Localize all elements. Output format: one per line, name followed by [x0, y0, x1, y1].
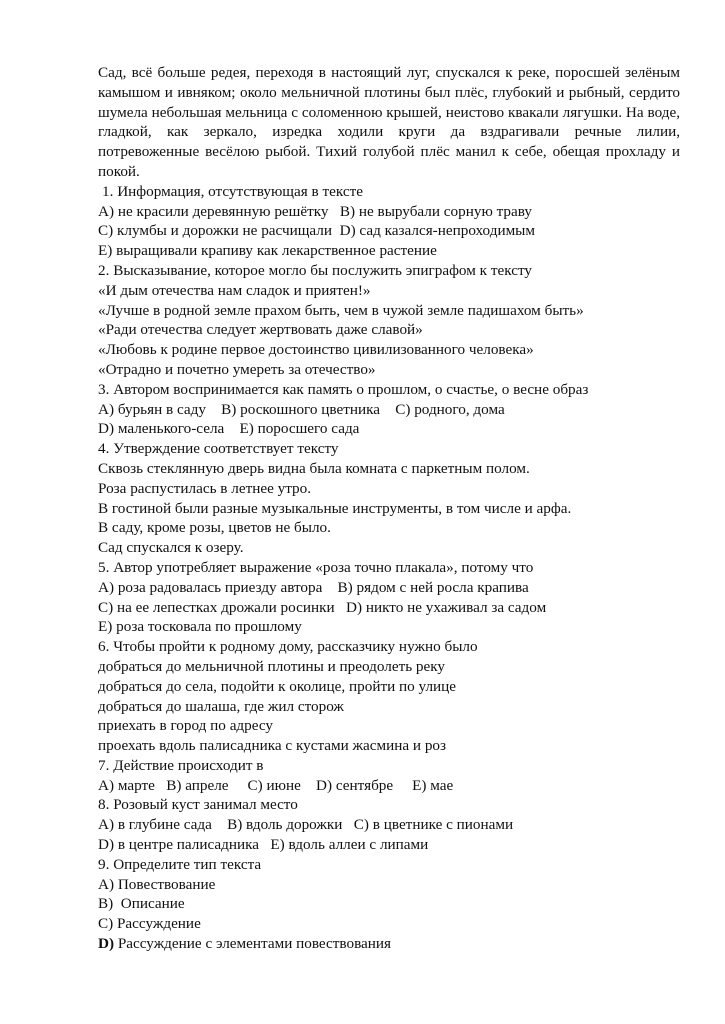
intro-paragraph: Сад, всё больше редея, переходя в настоящий луг, спускался к реке, поросшей зелёным камышом и ивняком; около мельничной плотины был плёс, глубокий и рыбный, сердито шумела небольшая мельница с соломенною крышей, неистово квакали лягушки. На воде, гладкой, как зеркало, изредка ходили круги да вздрагивали речные лилии, потревоженные весёлою рыбой. Тихий голубой плёс манил к себе, обещая прохладу и покой.: [98, 64, 680, 180]
answer-line: [98, 934, 680, 954]
answer-line: А) бурьян в саду В) роскошного цветника С) родного, дома: [98, 400, 505, 418]
question-title: 3. Автором воспринимается как память о прошлом, о счастье, о весне образ: [98, 380, 589, 398]
answer-line: С) на ее лепестках дрожали росинки D) никто не ухаживал за садом: [98, 598, 547, 616]
answer-text: Рассуждение с элементами повествования: [114, 935, 392, 953]
answer-line: Е) роза тосковала по прошлому: [98, 618, 302, 636]
answer-line: А) Повествование: [98, 875, 216, 893]
question-6: [98, 637, 680, 756]
question-2: [98, 261, 680, 380]
answer-line: Сад спускался к озеру.: [98, 539, 244, 557]
answer-line: А) марте В) апреле С) июне D) сентябре Е) мае: [98, 776, 454, 794]
question-title: 4. Утверждение соответствует тексту: [98, 440, 339, 458]
answer-line: С) Рассуждение: [98, 915, 201, 933]
question-5: [98, 558, 680, 637]
answer-line: D) маленького-села Е) поросшего сада: [98, 420, 360, 438]
answer-line: добраться до шалаша, где жил сторож: [98, 697, 344, 715]
question-title: 2. Высказывание, которое могло бы послужить эпиграфом к тексту: [98, 261, 532, 279]
question-7: [98, 756, 680, 796]
answer-line: «Лучше в родной земле прахом быть, чем в чужой земле падишахом быть»: [98, 301, 584, 319]
answer-line: В саду, кроме розы, цветов не было.: [98, 519, 331, 537]
answer-line: В гостиной были разные музыкальные инструменты, в том числе и арфа.: [98, 499, 572, 517]
question-title: 6. Чтобы пройти к родному дому, рассказчику нужно было: [98, 638, 478, 656]
question-title: 1. Информация, отсутствующая в тексте: [102, 182, 363, 200]
answer-line: С) клумбы и дорожки не расчищали D) сад казался-непроходимым: [98, 222, 535, 240]
answer-line: проехать вдоль палисадника с кустами жасмина и роз: [98, 737, 447, 755]
question-1: [98, 182, 680, 261]
answer-line: В) Описание: [98, 895, 185, 913]
answer-line: Роза распустилась в летнее утро.: [98, 479, 312, 497]
question-title: 9. Определите тип текста: [98, 855, 262, 873]
question-3: [98, 380, 680, 439]
question-title: 5. Автор употребляет выражение «роза точно плакала», потому что: [98, 558, 534, 576]
answer-line: добраться до села, подойти к околице, пройти по улице: [98, 677, 457, 695]
answer-prefix: D): [98, 935, 115, 953]
answer-line: «Отрадно и почетно умереть за отечество»: [98, 360, 376, 378]
document-page: [98, 63, 680, 954]
answer-line: А) не красили деревянную решётку В) не вырубали сорную траву: [98, 202, 532, 220]
answer-line: D) в центре палисадника Е) вдоль аллеи с липами: [98, 836, 429, 854]
question-4: [98, 439, 680, 558]
answer-line: Е) выращивали крапиву как лекарственное растение: [98, 242, 437, 260]
question-8: [98, 795, 680, 854]
answer-line: «И дым отечества нам сладок и приятен!»: [98, 281, 371, 299]
answer-line: Сквозь стеклянную дверь видна была комната с паркетным полом.: [98, 459, 530, 477]
question-9: [98, 855, 680, 954]
answer-line: «Любовь к родине первое достоинство цивилизованного человека»: [98, 341, 534, 359]
answer-line: А) роза радовалась приезду автора В) рядом с ней росла крапива: [98, 578, 529, 596]
answer-line: А) в глубине сада В) вдоль дорожки С) в цветнике с пионами: [98, 816, 514, 834]
question-title: 8. Розовый куст занимал место: [98, 796, 298, 814]
answer-line: «Ради отечества следует жертвовать даже славой»: [98, 321, 423, 339]
answer-line: добраться до мельничной плотины и преодолеть реку: [98, 657, 446, 675]
answer-line: приехать в город по адресу: [98, 717, 274, 735]
question-title: 7. Действие происходит в: [98, 756, 264, 774]
